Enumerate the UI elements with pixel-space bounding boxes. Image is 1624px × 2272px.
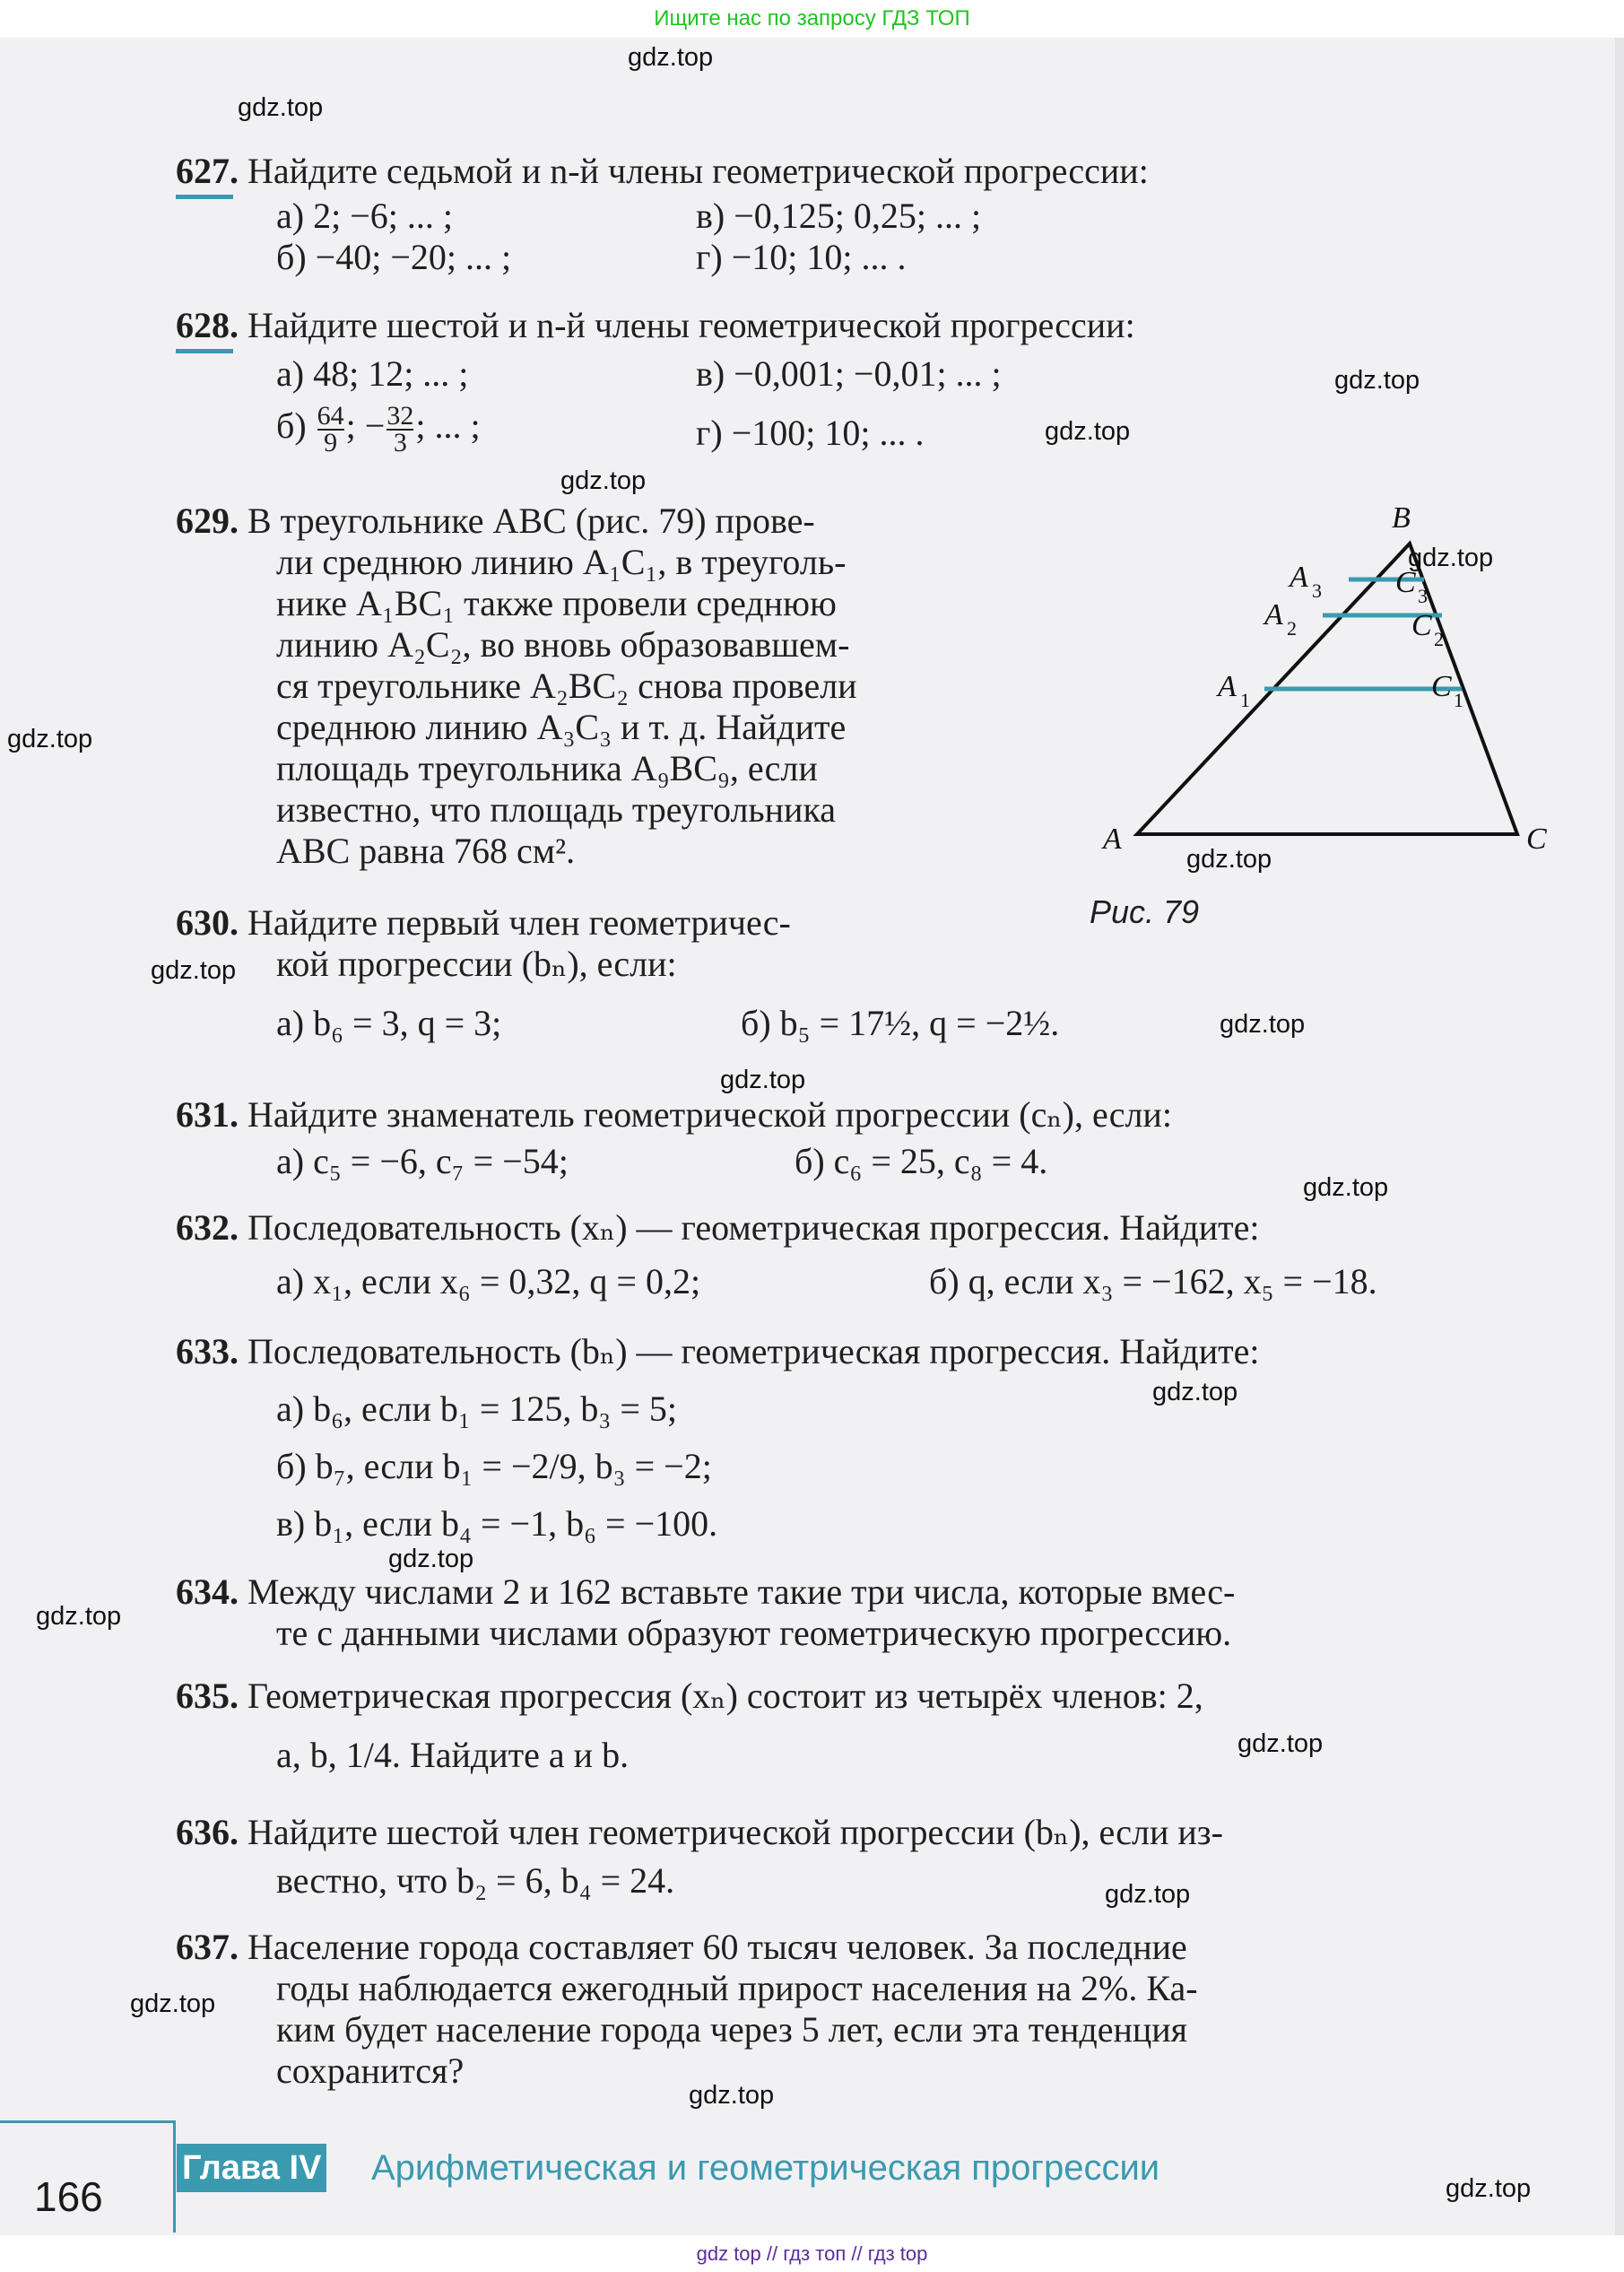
watermark: gdz.top bbox=[720, 1066, 806, 1094]
problem-number: 633. bbox=[176, 1331, 239, 1371]
problem-633 bbox=[176, 1331, 1557, 1545]
watermark: gdz.top bbox=[1045, 417, 1131, 446]
problem-line: Между числами 2 и 162 вставьте такие три числа, которые вмес- bbox=[248, 1571, 1236, 1612]
option-v: в) −0,001; −0,01; ... ; bbox=[696, 353, 1002, 394]
problem-630 bbox=[176, 902, 1557, 1057]
watermark: gdz.top bbox=[388, 1545, 474, 1573]
figure-caption: Рис. 79 bbox=[1090, 893, 1200, 930]
option-v: в) −0,125; 0,25; ... ; bbox=[696, 196, 982, 236]
fraction: $\frac{32}{3}$ bbox=[386, 401, 414, 457]
problem-line: ли среднюю линию A₁C₁, в треуголь- bbox=[276, 542, 847, 582]
option-g: г) −10; 10; ... . bbox=[696, 237, 907, 277]
problem-number: 635. bbox=[176, 1676, 239, 1716]
option-b: б) q, если x₃ = −162, x₅ = −18. bbox=[929, 1261, 1377, 1301]
problem-635 bbox=[176, 1676, 1557, 1776]
problem-line: годы наблюдается ежегодный прирост населения на 2%. Ка- bbox=[276, 1968, 1198, 2008]
option-a: а) 48; 12; ... ; bbox=[276, 353, 469, 394]
svg-text:2: 2 bbox=[1434, 628, 1444, 650]
watermark: gdz.top bbox=[1303, 1173, 1389, 1202]
footer-rule bbox=[0, 2120, 176, 2123]
watermark: gdz.top bbox=[1238, 1729, 1324, 1758]
option-b: б) b₅ = 17½, q = −2½. bbox=[741, 1003, 1060, 1043]
option-a: а) 2; −6; ... ; bbox=[276, 196, 453, 236]
watermark: gdz.top bbox=[628, 43, 714, 72]
label-b: B bbox=[1392, 501, 1411, 535]
problem-631 bbox=[176, 1094, 1557, 1186]
problem-line: известно, что площадь треугольника bbox=[276, 789, 837, 830]
option-b: б) b₇, если b₁ = −2/9, b₃ = −2; bbox=[276, 1446, 712, 1486]
problem-number: 630. bbox=[176, 902, 239, 943]
option-b: б) c₆ = 25, c₈ = 4. bbox=[795, 1141, 1048, 1181]
problem-number: 637. bbox=[176, 1927, 239, 1967]
problem-line: ся треугольнике A₂BC₂ снова провели bbox=[276, 666, 857, 706]
problem-line: площадь треугольника A₉BC₉, если bbox=[276, 748, 818, 788]
problem-statement: Найдите шестой и n-й члены геометрической прогрессии: bbox=[248, 305, 1135, 345]
watermark: gdz.top bbox=[1334, 366, 1420, 395]
option-b: б) −40; −20; ... ; bbox=[276, 237, 512, 277]
problem-line: ким будет население города через 5 лет, если эта тенденция bbox=[276, 2009, 1188, 2050]
svg-text:1: 1 bbox=[1454, 689, 1463, 711]
option-a: а) c₅ = −6, c₇ = −54; bbox=[276, 1141, 569, 1181]
option-v: в) b₁, если b₄ = −1, b₆ = −100. bbox=[276, 1503, 718, 1544]
watermark: gdz.top bbox=[560, 466, 647, 495]
svg-text:2: 2 bbox=[1287, 617, 1297, 640]
problem-number: 627. bbox=[176, 151, 239, 191]
problem-number: 632. bbox=[176, 1207, 239, 1248]
label-a3: A bbox=[1290, 561, 1308, 594]
triangle-figure bbox=[1085, 492, 1587, 940]
option-a: а) b₆ = 3, q = 3; bbox=[276, 1003, 502, 1043]
fraction: $\frac{64}{9}$ bbox=[317, 401, 344, 457]
problem-627 bbox=[176, 151, 1557, 278]
problem-628 bbox=[176, 305, 1557, 463]
label-c1: C bbox=[1431, 670, 1452, 703]
label-c: C bbox=[1526, 823, 1547, 856]
watermark: gdz.top bbox=[1152, 1378, 1238, 1406]
svg-text:1: 1 bbox=[1240, 689, 1250, 711]
problem-line: ABC равна 768 см². bbox=[276, 831, 576, 871]
option-g: г) −100; 10; ... . bbox=[696, 413, 925, 453]
bottom-banner: gdz top // гдз топ // гдз top bbox=[0, 2235, 1624, 2272]
problem-line: среднюю линию A₃C₃ и т. д. Найдите bbox=[276, 707, 847, 747]
problem-line: те с данными числами образуют геометрическую прогрессию. bbox=[276, 1613, 1232, 1653]
option-a: а) b₆, если b₁ = 125, b₃ = 5; bbox=[276, 1388, 678, 1429]
problem-number: 631. bbox=[176, 1094, 239, 1135]
problem-line: линию A₂C₂, во вновь образовавшем- bbox=[276, 624, 850, 665]
problem-636 bbox=[176, 1812, 1557, 1902]
problem-632 bbox=[176, 1207, 1557, 1306]
problem-number: 628. bbox=[176, 305, 239, 345]
watermark: gdz.top bbox=[36, 1602, 122, 1631]
label-a2: A bbox=[1264, 598, 1283, 631]
page-number: 166 bbox=[34, 2173, 103, 2220]
watermark: gdz.top bbox=[689, 2081, 775, 2110]
problem-line: Геометрическая прогрессия (xₙ) состоит из четырёх членов: 2, bbox=[248, 1676, 1203, 1716]
problem-629 bbox=[176, 501, 1073, 872]
problem-line: a, b, 1/4. Найдите a и b. bbox=[276, 1735, 630, 1775]
watermark: gdz.top bbox=[238, 93, 324, 122]
problem-637 bbox=[176, 1927, 1557, 2092]
watermark: gdz.top bbox=[7, 725, 93, 753]
footer-rule bbox=[173, 2120, 176, 2233]
watermark: gdz.top bbox=[1105, 1880, 1191, 1909]
svg-text:3: 3 bbox=[1418, 585, 1428, 607]
problem-line: вестно, что b₂ = 6, b₄ = 24. bbox=[276, 1860, 675, 1901]
label-c3: C bbox=[1395, 566, 1416, 599]
problem-line: кой прогрессии (bₙ), если: bbox=[276, 944, 677, 984]
chapter-title: Арифметическая и геометрическая прогрессии bbox=[371, 2148, 1160, 2188]
top-banner: Ищите нас по запросу ГДЗ ТОП bbox=[0, 0, 1624, 38]
problem-statement: Найдите седьмой и n-й члены геометрической прогрессии: bbox=[248, 151, 1149, 191]
problem-line: В треугольнике ABC (рис. 79) прове- bbox=[248, 501, 815, 541]
svg-text:3: 3 bbox=[1312, 579, 1322, 602]
problem-statement: Найдите знаменатель геометрической прогрессии (cₙ), если: bbox=[248, 1094, 1172, 1135]
watermark: gdz.top bbox=[130, 1989, 216, 2018]
problem-line: нике A₁BC₁ также провели среднюю bbox=[276, 583, 837, 623]
label-a1: A bbox=[1218, 670, 1237, 703]
problem-634 bbox=[176, 1571, 1557, 1654]
problem-number: 636. bbox=[176, 1812, 239, 1852]
option-a: а) x₁, если x₆ = 0,32, q = 0,2; bbox=[276, 1261, 701, 1301]
problem-line: Найдите первый член геометричес- bbox=[248, 902, 791, 943]
problem-statement: Последовательность (xₙ) — геометрическая прогрессия. Найдите: bbox=[248, 1207, 1260, 1248]
watermark: gdz.top bbox=[151, 956, 237, 985]
watermark: gdz.top bbox=[1186, 845, 1272, 874]
problem-statement: Последовательность (bₙ) — геометрическая прогрессия. Найдите: bbox=[248, 1331, 1260, 1371]
problem-line: Найдите шестой член геометрической прогрессии (bₙ), если из- bbox=[248, 1812, 1223, 1852]
label-c2: C bbox=[1411, 609, 1432, 642]
watermark: gdz.top bbox=[1446, 2174, 1532, 2203]
watermark: gdz.top bbox=[1408, 544, 1494, 572]
problem-line: сохранится? bbox=[276, 2050, 465, 2091]
option-b: б) $\frac{64}{9}$ ; − $\frac{32}{3}$ ; ... ; bbox=[276, 401, 481, 457]
page-edge-shadow bbox=[1615, 38, 1624, 2235]
problem-line: Население города составляет 60 тысяч человек. За последние bbox=[248, 1927, 1187, 1967]
problem-number: 629. bbox=[176, 501, 239, 541]
label-a: A bbox=[1103, 823, 1122, 856]
chapter-badge: Глава IV bbox=[177, 2144, 326, 2192]
problem-number: 634. bbox=[176, 1571, 239, 1612]
watermark: gdz.top bbox=[1220, 1010, 1306, 1039]
